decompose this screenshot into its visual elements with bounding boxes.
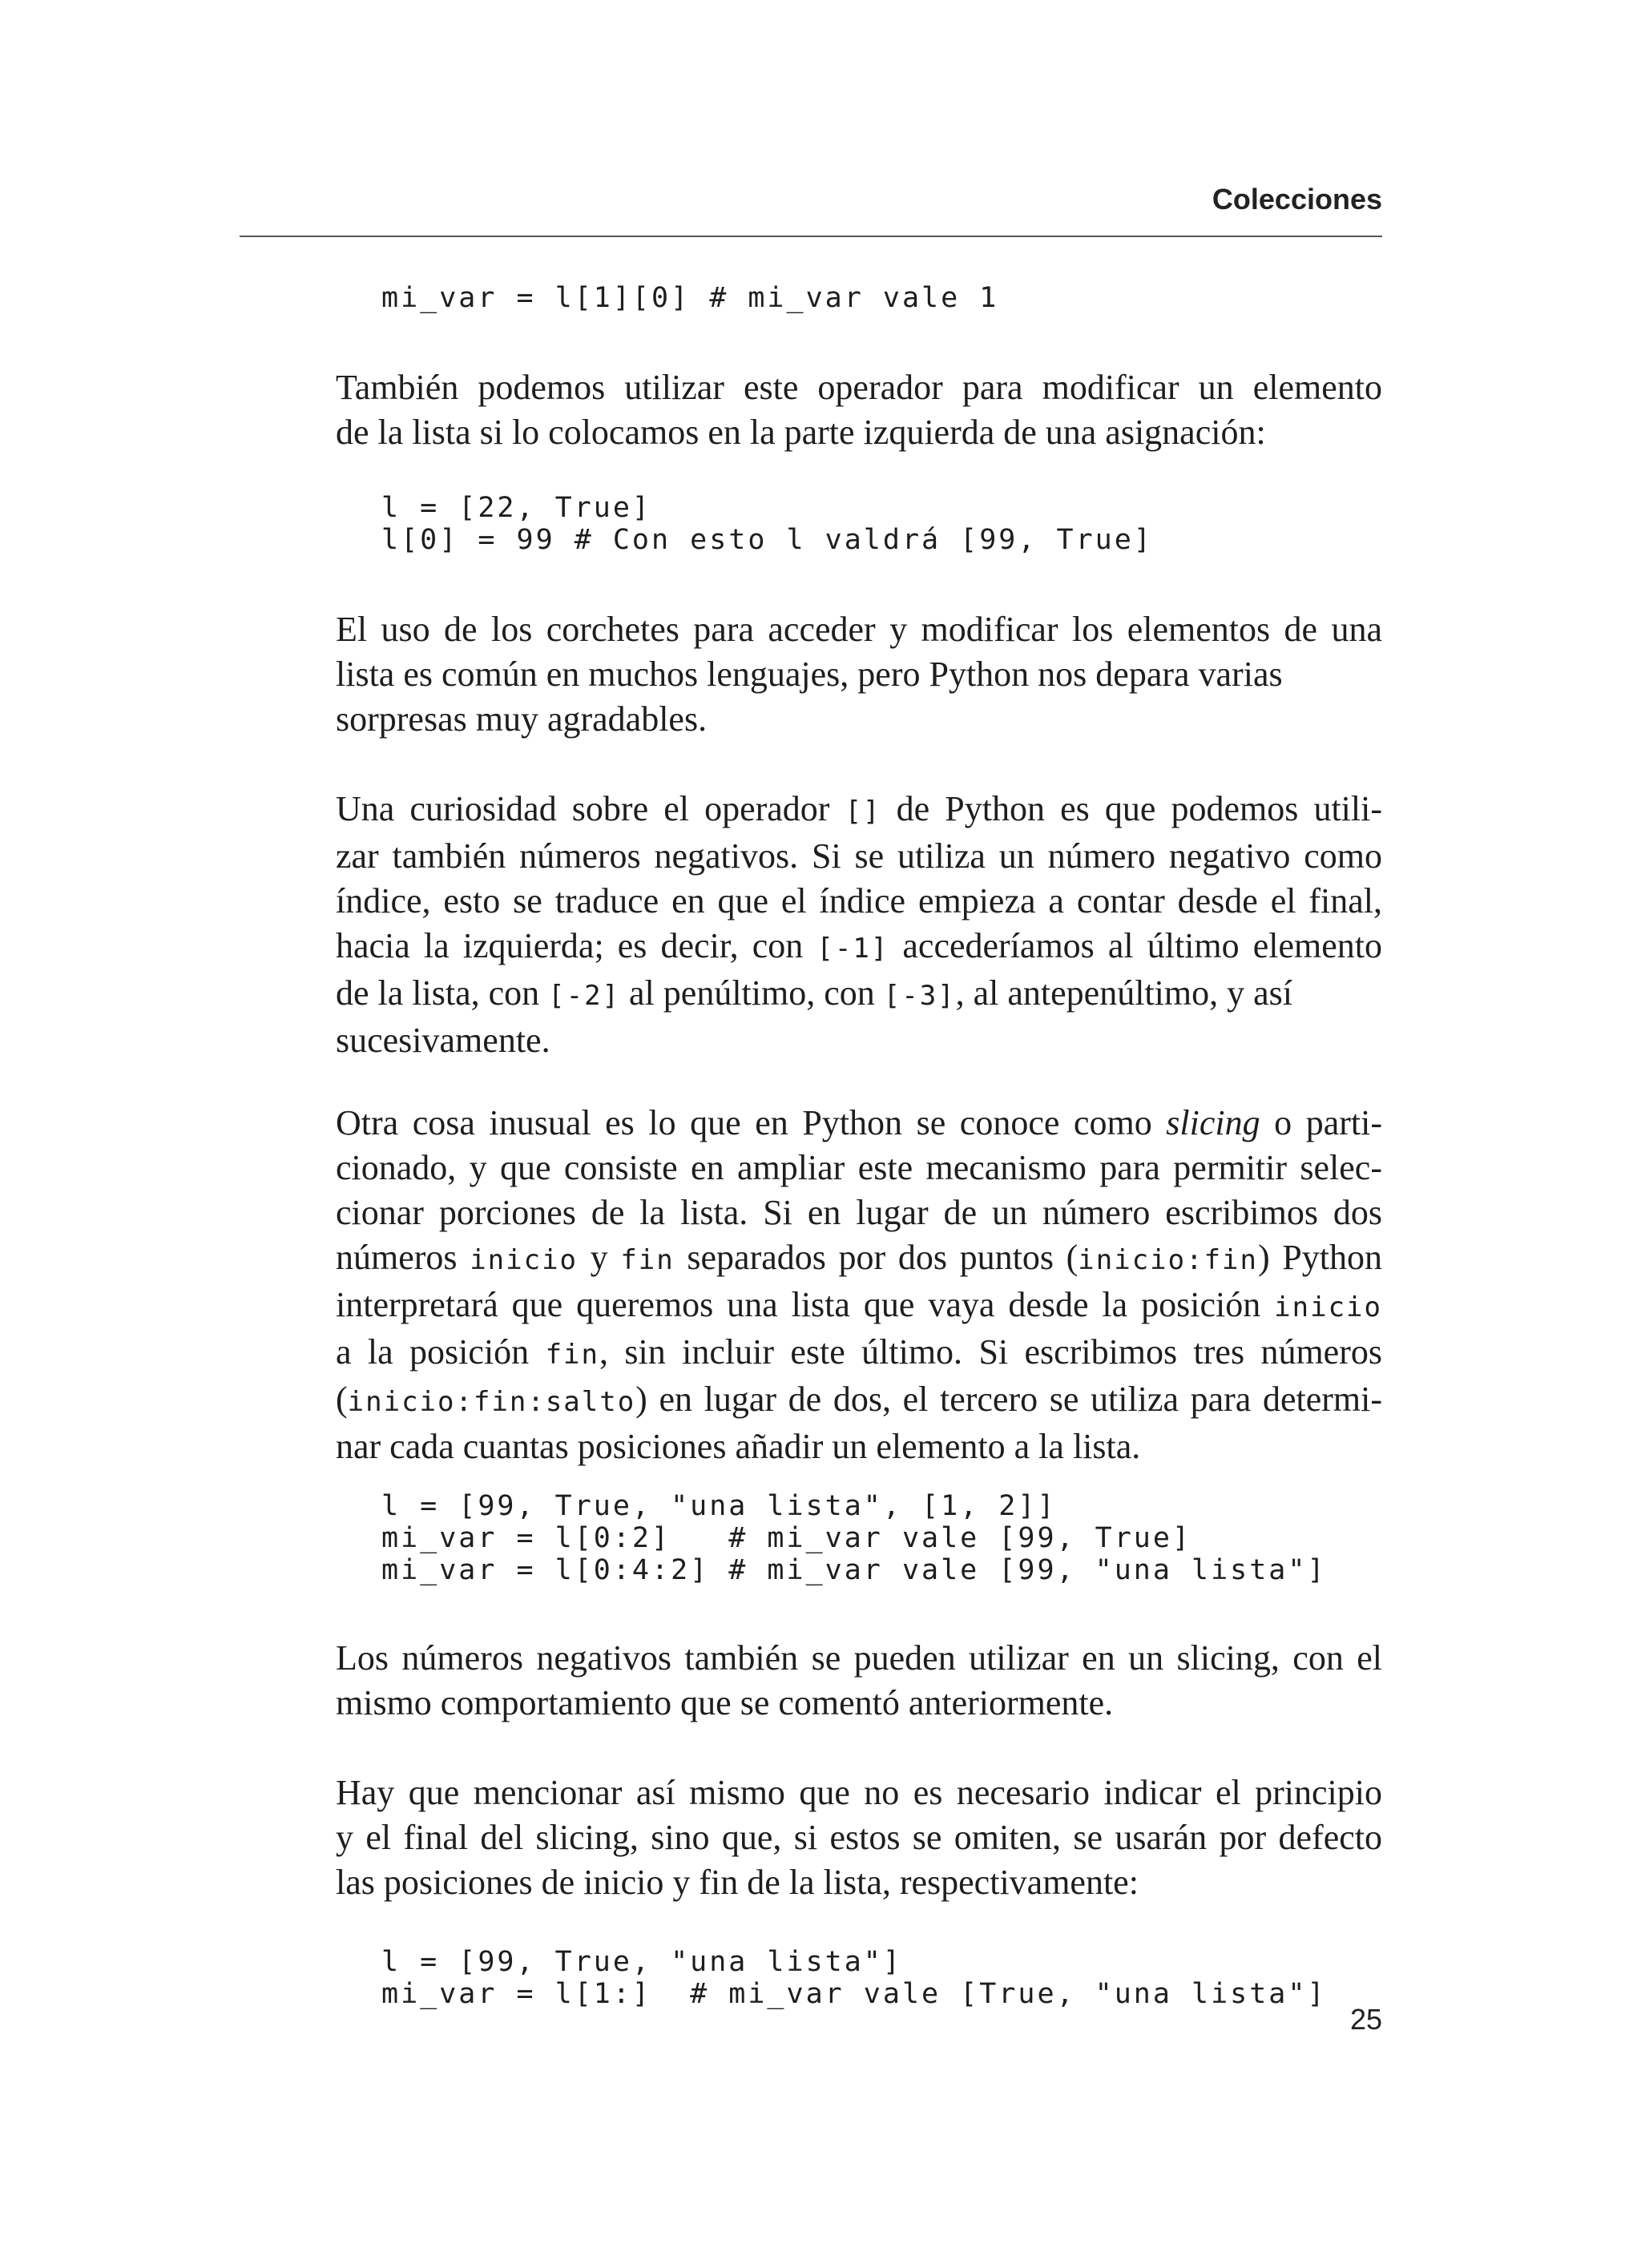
paragraph-3 (336, 787, 1393, 1063)
text-run: de la lista, con (336, 973, 549, 1013)
text-run: al penúltimo, con (620, 973, 884, 1013)
paragraph-line (336, 971, 1393, 1018)
inline-code: [-2] (548, 980, 621, 1012)
text-run: , sin incluir este último. Si escribimos tres números (599, 1332, 1382, 1372)
paragraph-line: las posiciones de inicio y fin de la lista, respectivamente: (336, 1863, 1139, 1902)
paragraph-line: También podemos utilizar este operador para modificar un elemento (336, 368, 1382, 407)
inline-code: fin (545, 1339, 599, 1371)
paragraph-1 (336, 365, 1393, 455)
paragraph-line: índice, esto se traduce en que el índice empieza a contar desde el final, (336, 881, 1382, 920)
paragraph-line (336, 787, 1382, 834)
code-line: mi_var = l[1:] # mi_var vale [True, "una lista"] (381, 1978, 1327, 2010)
page-number: 25 (1349, 2003, 1382, 2036)
text-run: , al antepenúltimo, y así (955, 973, 1292, 1013)
inline-code: fin (620, 1244, 675, 1276)
text-run: ) Python (1258, 1238, 1383, 1277)
paragraph-line: El uso de los corchetes para acceder y modificar los elementos de una (336, 610, 1382, 649)
code-line: l = [22, True] (381, 492, 652, 524)
text-run: hacia la izquierda; es decir, con (336, 926, 817, 965)
inline-code: [-1] (816, 933, 889, 965)
text-run: a la posición (336, 1332, 546, 1372)
code-line: mi_var = l[0:4:2] # mi_var vale [99, "una lista"] (381, 1554, 1327, 1586)
code-block-1 (381, 282, 998, 314)
paragraph-line: Los números negativos también se pueden utilizar en un slicing, con el (336, 1638, 1382, 1678)
text-run: ) en lugar de dos, el tercero se utiliza para determi- (635, 1380, 1382, 1419)
paragraph-line: de la lista si lo colocamos en la parte izquierda de una asignación: (336, 413, 1266, 452)
text-run: Una curiosidad sobre el operador (336, 789, 845, 828)
paragraph-line (336, 1283, 1382, 1330)
inline-code: inicio (470, 1244, 579, 1276)
paragraph-line (336, 1377, 1382, 1424)
text-run: Otra cosa inusual es lo que en Python se conoce como (336, 1103, 1167, 1142)
paragraph-4 (336, 1101, 1393, 1469)
paragraph-line: lista es común en muchos lenguajes, pero Python nos depara varias (336, 655, 1283, 694)
paragraph-line (336, 1235, 1382, 1283)
paragraph-6 (336, 1770, 1393, 1905)
code-block-2 (381, 492, 1153, 556)
paragraph-2 (336, 607, 1393, 742)
code-line: l = [99, True, "una lista", [1, 2]] (381, 1490, 1057, 1522)
paragraph-line: nar cada cuantas posiciones añadir un elemento a la lista. (336, 1427, 1141, 1466)
text-run: y (578, 1238, 621, 1277)
emphasis: slicing (1166, 1103, 1260, 1142)
paragraph-line (336, 1101, 1382, 1146)
inline-code: [] (845, 796, 881, 828)
text-run: o parti- (1260, 1103, 1382, 1142)
text-run: de Python es que podemos utili- (881, 789, 1382, 828)
paragraph-line (336, 924, 1382, 971)
inline-code: inicio:fin (1078, 1244, 1258, 1276)
code-block-4 (381, 1946, 1327, 2010)
code-block-3 (381, 1490, 1327, 1586)
paragraph-line: Hay que mencionar así mismo que no es necesario indicar el principio (336, 1773, 1382, 1812)
paragraph-line: mismo comportamiento que se comentó anteriormente. (336, 1683, 1114, 1722)
paragraph-line: sucesivamente. (336, 1021, 550, 1060)
text-run: separados por dos puntos ( (674, 1238, 1079, 1277)
text-run: números (336, 1238, 470, 1277)
code-line: l = [99, True, "una lista"] (381, 1946, 902, 1978)
inline-code: inicio (1274, 1291, 1382, 1323)
code-line: mi_var = l[0:2] # mi_var vale [99, True] (381, 1522, 1192, 1554)
code-line: mi_var = l[1][0] # mi_var vale 1 (381, 282, 999, 314)
paragraph-5 (336, 1636, 1393, 1726)
text-run: ( (336, 1380, 348, 1419)
inline-code: inicio:fin:salto (347, 1386, 636, 1418)
paragraph-line: sorpresas muy agradables. (336, 699, 708, 739)
code-line: l[0] = 99 # Con esto l valdrá [99, True] (381, 524, 1153, 556)
paragraph-line (336, 1330, 1382, 1377)
paragraph-line: zar también números negativos. Si se utiliza un número negativo como (336, 836, 1382, 876)
paragraph-line: y el final del slicing, sino que, si estos se omiten, se usarán por defecto (336, 1818, 1382, 1857)
running-header-title: Colecciones (1212, 183, 1382, 216)
text-run: interpretará que queremos una lista que vaya desde la posición (336, 1285, 1275, 1324)
inline-code: [-3] (883, 980, 956, 1012)
paragraph-line: cionado, y que consiste en ampliar este mecanismo para permitir selec- (336, 1148, 1382, 1187)
paragraph-line: cionar porciones de la lista. Si en lugar de un número escribimos dos (336, 1193, 1382, 1232)
text-run: accederíamos al último elemento (889, 926, 1382, 965)
